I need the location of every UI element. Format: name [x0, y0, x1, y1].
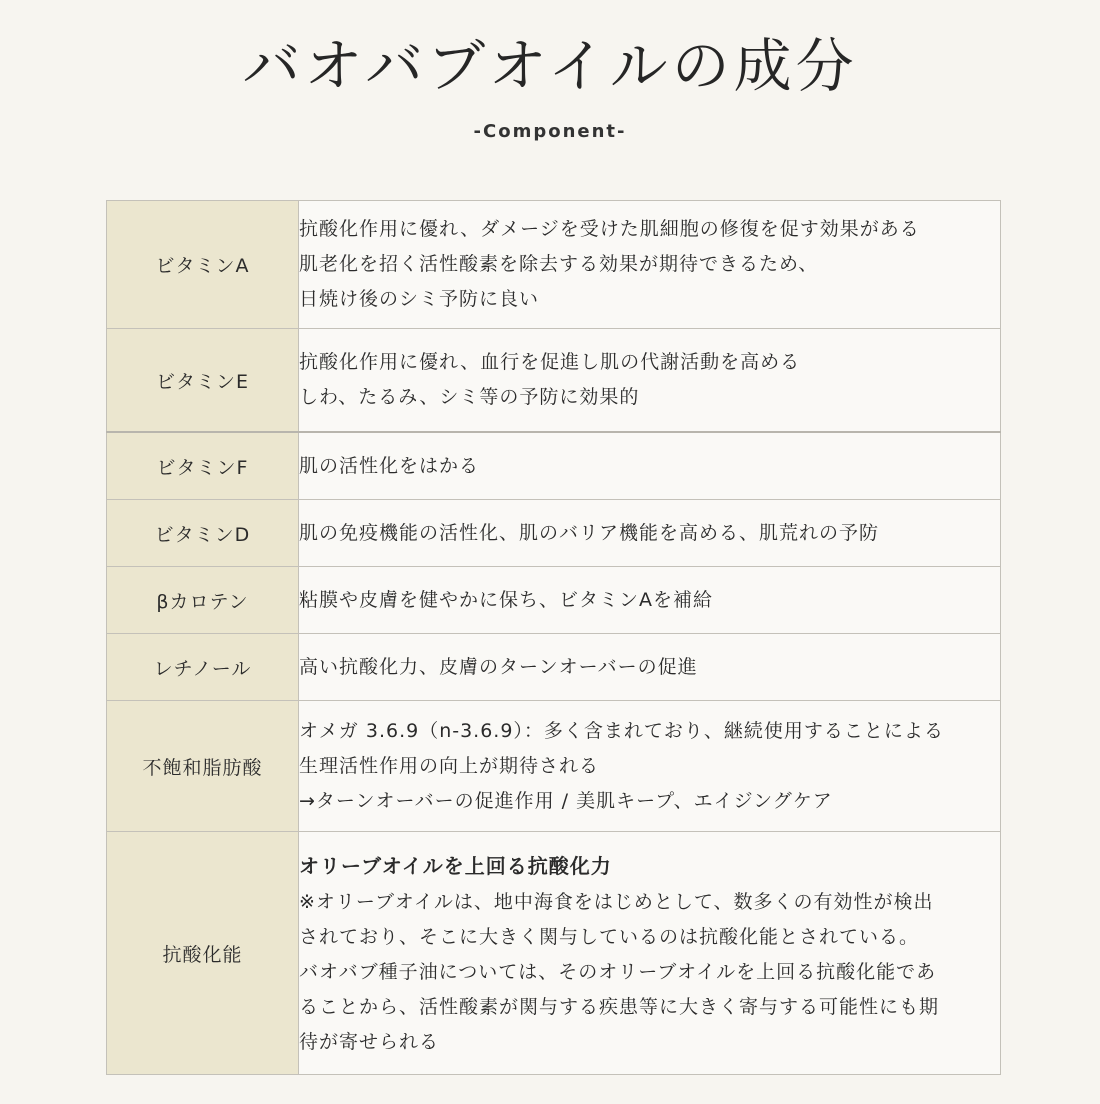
- description-line: →ターンオーバーの促進作用 / 美肌キープ、エイジングケア: [299, 789, 833, 812]
- component-description: [299, 701, 1001, 832]
- component-description: [299, 329, 1001, 433]
- description-line: 肌の免疫機能の活性化、肌のバリア機能を高める、肌荒れの予防: [299, 521, 880, 544]
- table-row: [107, 832, 1001, 1075]
- description-line: ※オリーブオイルは、地中海食をはじめとして、数多くの有効性が検出: [299, 890, 934, 913]
- component-table: [106, 200, 1001, 1075]
- component-name: ビタミンF: [107, 432, 299, 500]
- table-row: [107, 329, 1001, 433]
- description-line: オメガ 3.6.9（n-3.6.9）：多く含まれており、継続使用することによる: [299, 719, 944, 742]
- description-line: 待が寄せられる: [299, 1030, 440, 1053]
- component-name: ビタミンE: [107, 329, 299, 433]
- component-name: 不飽和脂肪酸: [107, 701, 299, 832]
- table-row: [107, 500, 1001, 567]
- component-description: [299, 634, 1001, 701]
- component-name: βカロテン: [107, 567, 299, 634]
- table-row: [107, 201, 1001, 329]
- description-line: 日焼け後のシミ予防に良い: [299, 288, 540, 310]
- component-name: ビタミンA: [107, 201, 299, 329]
- component-name: 抗酸化能: [107, 832, 299, 1075]
- description-line: 生理活性作用の向上が期待される: [299, 754, 600, 777]
- component-name: レチノール: [107, 634, 299, 701]
- description-line: ることから、活性酸素が関与する疾患等に大きく寄与する可能性にも期: [299, 995, 940, 1018]
- page-subtitle: -Component-: [473, 121, 627, 142]
- description-lead: オリーブオイルを上回る抗酸化力: [299, 853, 612, 878]
- component-name: ビタミンD: [107, 500, 299, 567]
- description-line: しわ、たるみ、シミ等の予防に効果的: [299, 386, 640, 408]
- component-description: [299, 567, 1001, 634]
- table-row: [107, 701, 1001, 832]
- table-row: [107, 567, 1001, 634]
- component-description: [299, 500, 1001, 567]
- description-line: 肌の活性化をはかる: [299, 454, 480, 477]
- table-row: [107, 634, 1001, 701]
- component-description: [299, 432, 1001, 500]
- description-line: 高い抗酸化力、皮膚のターンオーバーの促進: [299, 655, 698, 678]
- description-line: 抗酸化作用に優れ、ダメージを受けた肌細胞の修復を促す効果がある: [299, 218, 920, 240]
- component-description: [299, 201, 1001, 329]
- table-row: [107, 432, 1001, 500]
- description-line: されており、そこに大きく関与しているのは抗酸化能とされている。: [299, 925, 920, 948]
- page-title: バオバブオイルの成分: [242, 32, 858, 100]
- component-description: [299, 832, 1001, 1075]
- description-line: 肌老化を招く活性酸素を除去する効果が期待できるため、: [299, 253, 819, 275]
- description-line: 抗酸化作用に優れ、血行を促進し肌の代謝活動を高める: [299, 351, 801, 373]
- description-line: バオバブ種子油については、そのオリーブオイルを上回る抗酸化能であ: [299, 960, 937, 983]
- description-line: 粘膜や皮膚を健やかに保ち、ビタミンAを補給: [299, 588, 713, 611]
